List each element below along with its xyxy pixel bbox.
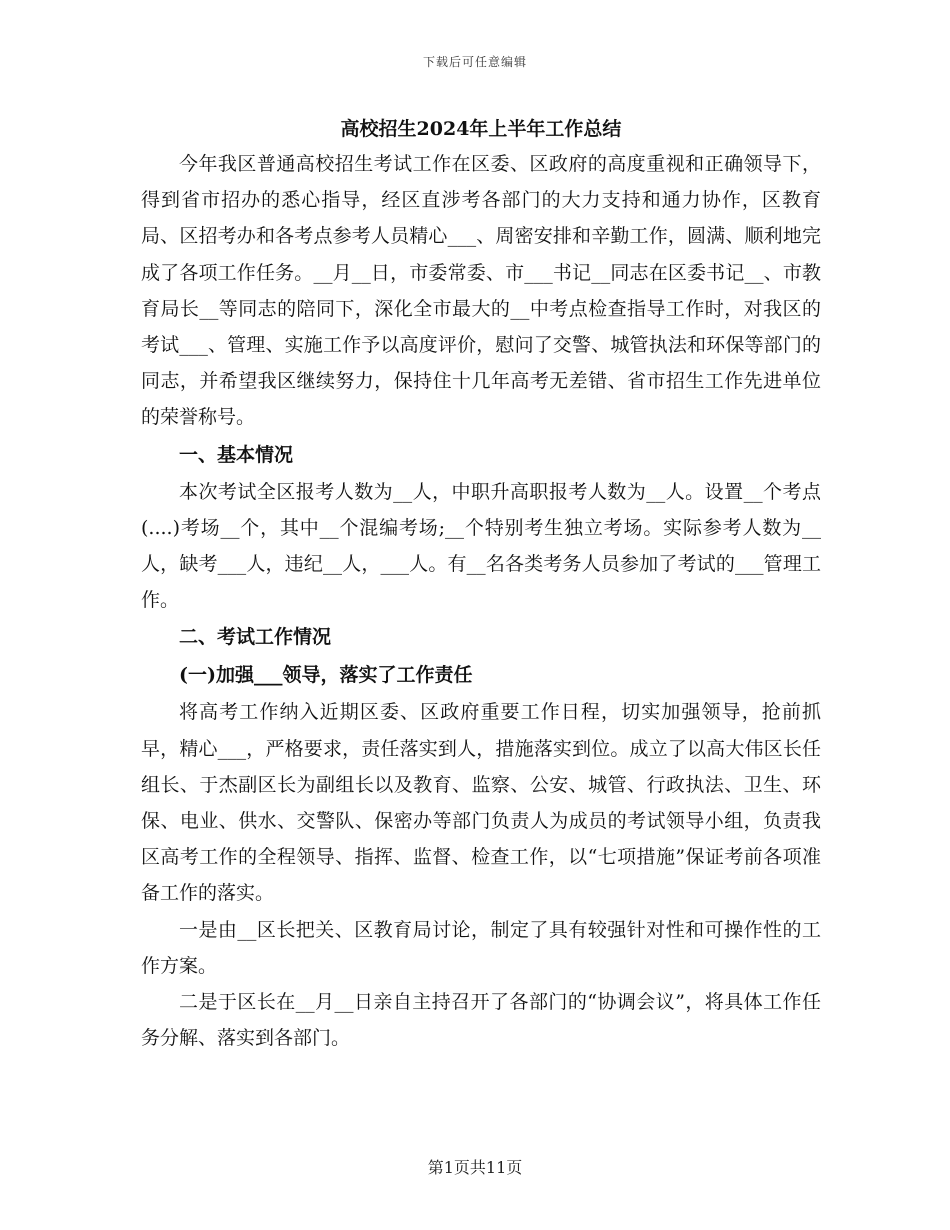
paragraph-leadership: 将高考工作纳入近期区委、区政府重要工作日程，切实加强领导，抢前抓早，精心___，严格要求，责任落实到人，措施落实到位。成立了以高大伟区长任组长、于杰副区长为副组长以及教育、监察、公安、城管、行政执法、卫生、环保、电业、供水、交警队、保密办等部门负责人为成员的考试领导小组，负责我区高考工作的全程领导、指挥、监督、检查工作，以“七项措施”保证考前各项准备工作的落实。 [141,701,821,905]
paragraph-basic-situation: 本次考试全区报考人数为__人，中职升高职报考人数为__人。设置__个考点(....)考场__个，其中__个混编考场;__个特别考生独立考场。实际参考人数为__人，缺考___人，违纪__人，___人。有__名各类考务人员参加了考试的___管理工作。 [141,480,821,612]
subsection-heading-leadership: (一)加强___领导，落实了工作责任 [179,664,473,687]
paragraph-intro: 今年我区普通高校招生考试工作在区委、区政府的高度重视和正确领导下，得到省市招办的悉心指导，经区直涉考各部门的大力支持和通力协作，区教育局、区招考办和各考点参考人员精心___、周密安排和辛勤工作，圆满、顺利地完成了各项工作任务。__月__日，市委常委、市___书记__同志在区委书记__、市教育局长__等同志的陪同下，深化全市最大的__中考点检查指导工作时，对我区的考试___、管理、实施工作予以高度评价，慰问了交警、城管执法和环保等部门的同志，并希望我区继续努力，保持住十几年高考无差错、省市招生工作先进单位的荣誉称号。 [141,153,821,429]
page-header-note: 下载后可任意编辑 [422,55,527,69]
paragraph-measure-two: 二是于区长在__月__日亲自主持召开了各部门的“协调会议”，将具体工作任务分解、落实到各部门。 [141,991,821,1050]
paragraph-measure-one: 一是由__区长把关、区教育局讨论，制定了具有较强针对性和可操作性的工作方案。 [141,918,821,977]
document-body [141,112,821,1056]
document-title: 高校招生2024年上半年工作总结 [340,118,622,140]
page-footer-number: 第1页共11页 [427,1158,523,1177]
section-heading-exam-work: 二、考试工作情况 [179,626,332,649]
section-heading-basic-situation: 一、基本情况 [179,443,294,466]
